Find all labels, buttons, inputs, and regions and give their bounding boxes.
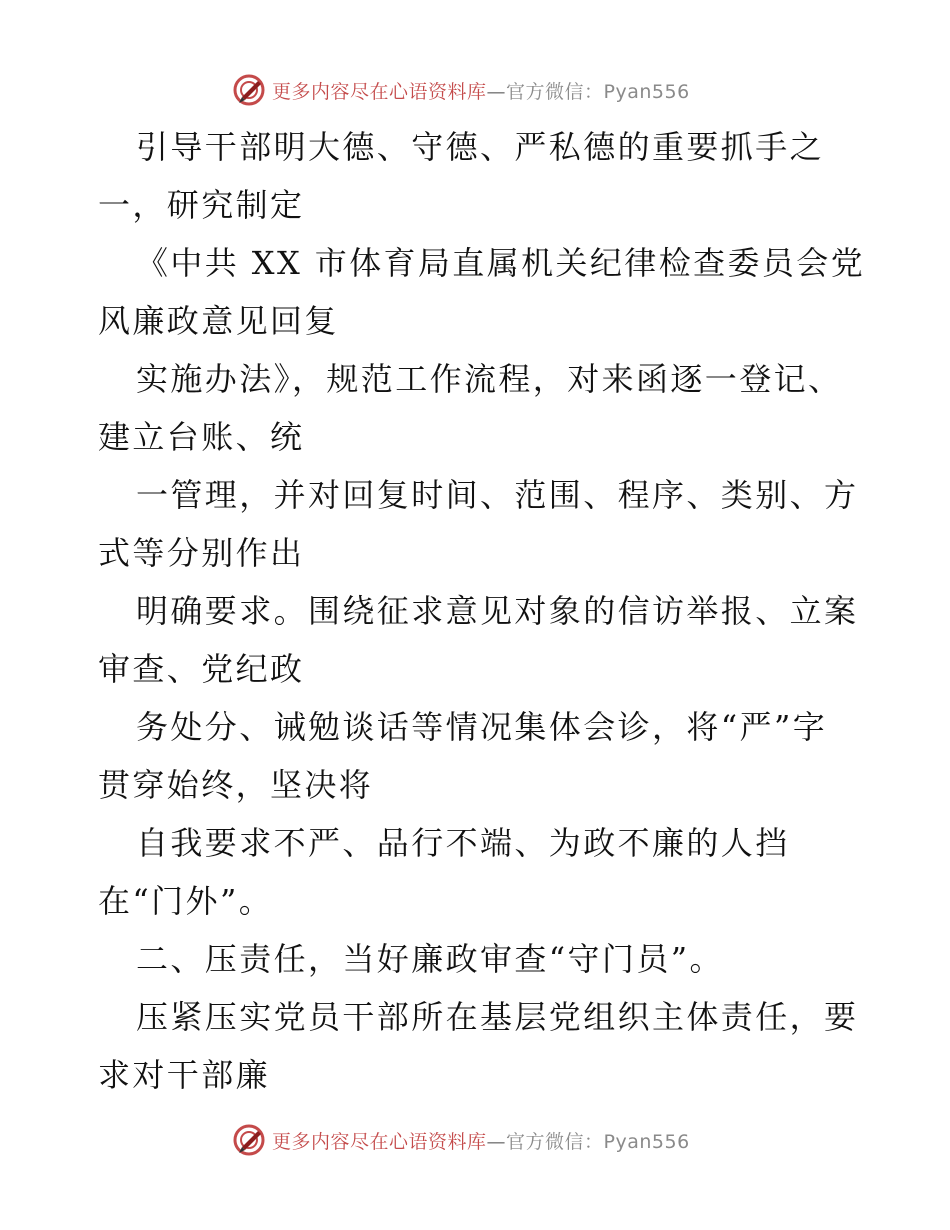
text-line: 求对干部廉: [98, 1056, 271, 1094]
footer-banner: [232, 1120, 752, 1160]
text-line: 在“门外”。: [98, 882, 274, 920]
text-line: 式等分别作出: [98, 534, 305, 572]
footer-text: [272, 1127, 690, 1154]
footer-dash: —: [486, 1130, 507, 1153]
text-line: 压紧压实党员干部所在基层党组织主体责任，要: [136, 998, 859, 1036]
pen-logo-icon: [232, 73, 266, 107]
text-line: 风廉政意见回复: [98, 302, 339, 340]
text-line: 明确要求。围绕征求意见对象的信访举报、立案: [136, 592, 859, 630]
text-line: 贯穿始终，坚决将: [98, 766, 374, 804]
text-line: 务处分、诫勉谈话等情况集体会诊，将“严”字: [136, 708, 828, 746]
header-brand: 更多内容尽在心语资料库: [272, 80, 487, 103]
header-banner: [232, 70, 752, 110]
text-line: 一，研究制定: [98, 186, 305, 224]
pen-logo-icon: [232, 1123, 266, 1157]
text-line: 《中共 XX 市体育局直属机关纪律检查委员会党: [136, 244, 866, 282]
body-text: [98, 118, 866, 1104]
text-line: 建立台账、统: [98, 418, 305, 456]
footer-contact: 官方微信：Pyan556: [506, 1130, 690, 1153]
text-line: 实施办法》，规范工作流程，对来函逐一登记、: [136, 360, 843, 398]
text-line: 一管理，并对回复时间、范围、程序、类别、方: [136, 476, 859, 514]
section-heading: 二、压责任，当好廉政审查“守门员”。: [136, 940, 724, 978]
text-line: 审查、党纪政: [98, 650, 305, 688]
header-dash: —: [486, 80, 507, 103]
header-text: [272, 77, 690, 104]
footer-brand: 更多内容尽在心语资料库: [272, 1130, 487, 1153]
header-contact: 官方微信：Pyan556: [506, 80, 690, 103]
text-line: 自我要求不严、品行不端、为政不廉的人挡: [136, 824, 790, 862]
text-line: 引导干部明大德、守德、严私德的重要抓手之: [136, 128, 825, 166]
